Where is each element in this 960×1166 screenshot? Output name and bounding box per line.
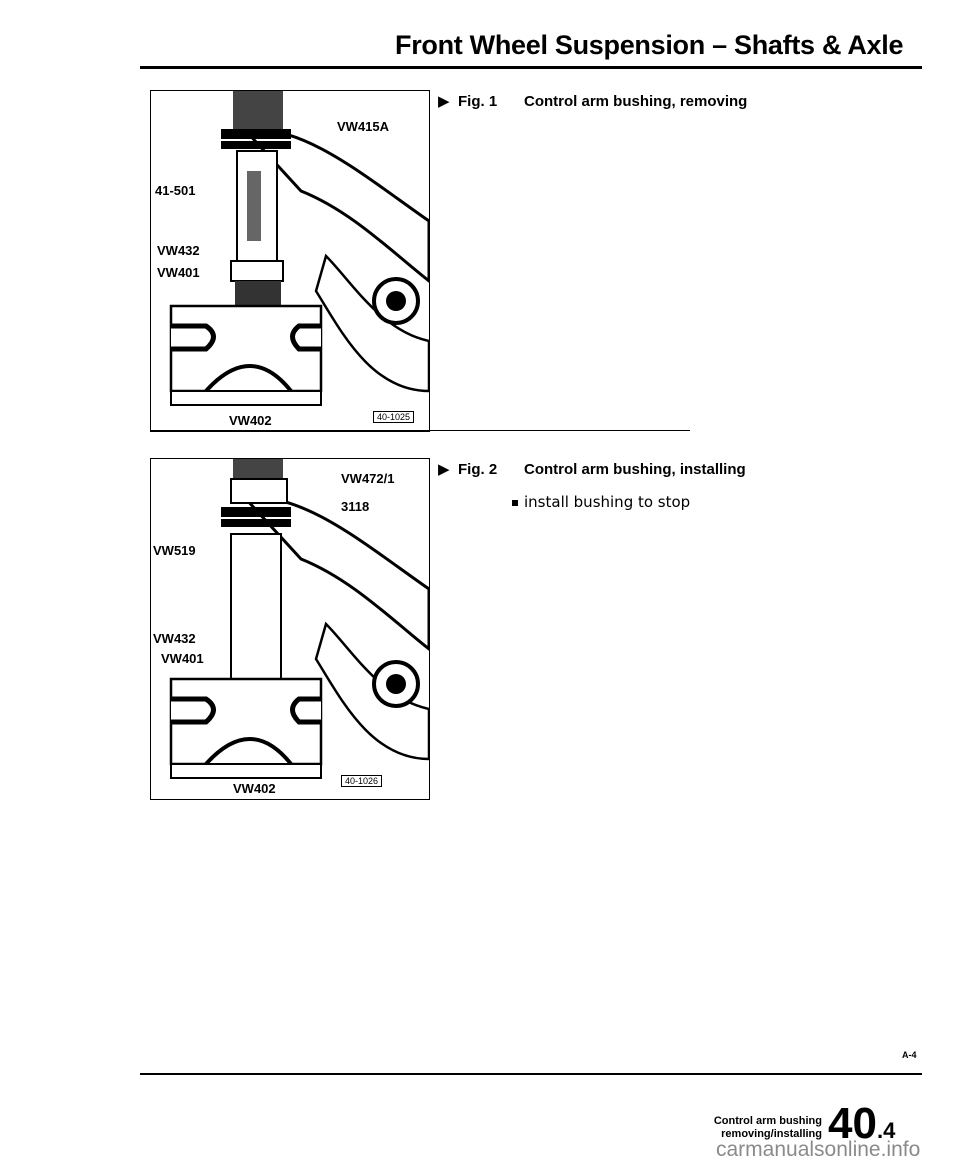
page-number-main: 40 [828,1099,877,1148]
footer-caption-line-2: removing/installing [721,1128,822,1140]
figure-1-illustration [150,90,430,432]
callout-vw415a: VW415A [337,119,390,134]
page-number-suffix: .4 [876,1118,896,1143]
footer-rule [140,1073,922,1075]
footer-caption-line-1: Control arm bushing [713,1115,822,1127]
figure-2-number: 40-1026 [341,775,382,787]
callout-3118: 3118 [341,499,370,514]
page-code: A-4 [902,1050,917,1060]
callout-vw432: VW432 [157,243,200,258]
figure-2-illustration [150,458,430,800]
fig-2-instruction: install bushing to stop [524,493,691,511]
fig-1-label: Fig. 1 [458,93,498,110]
control-arm-removal-drawing [151,91,429,431]
callout-vw401-b: VW401 [161,651,204,666]
fig-1-arrow-icon: ▶ [438,93,450,110]
fig-2-label: Fig. 2 [458,461,498,478]
figure-divider [150,430,690,431]
bullet-icon [512,500,518,506]
callout-vw519: VW519 [153,543,196,558]
control-arm-install-drawing [151,459,429,799]
figure-1-number: 40-1025 [373,411,414,423]
header-rule [140,66,922,69]
callout-vw472-1: VW472/1 [341,471,395,486]
page-title: Front Wheel Suspension – Shafts & Axle [395,30,904,60]
callout-41-501: 41-501 [155,183,196,198]
fig-1-caption: Control arm bushing, removing [524,93,748,110]
fig-2-caption: Control arm bushing, installing [524,461,746,478]
callout-vw401: VW401 [157,265,200,280]
fig-2-arrow-icon: ▶ [438,461,450,478]
callout-vw402-b: VW402 [233,781,276,796]
callout-vw432-b: VW432 [153,631,196,646]
watermark: carmanualsonline.info [716,1138,921,1161]
callout-vw402: VW402 [229,413,272,428]
